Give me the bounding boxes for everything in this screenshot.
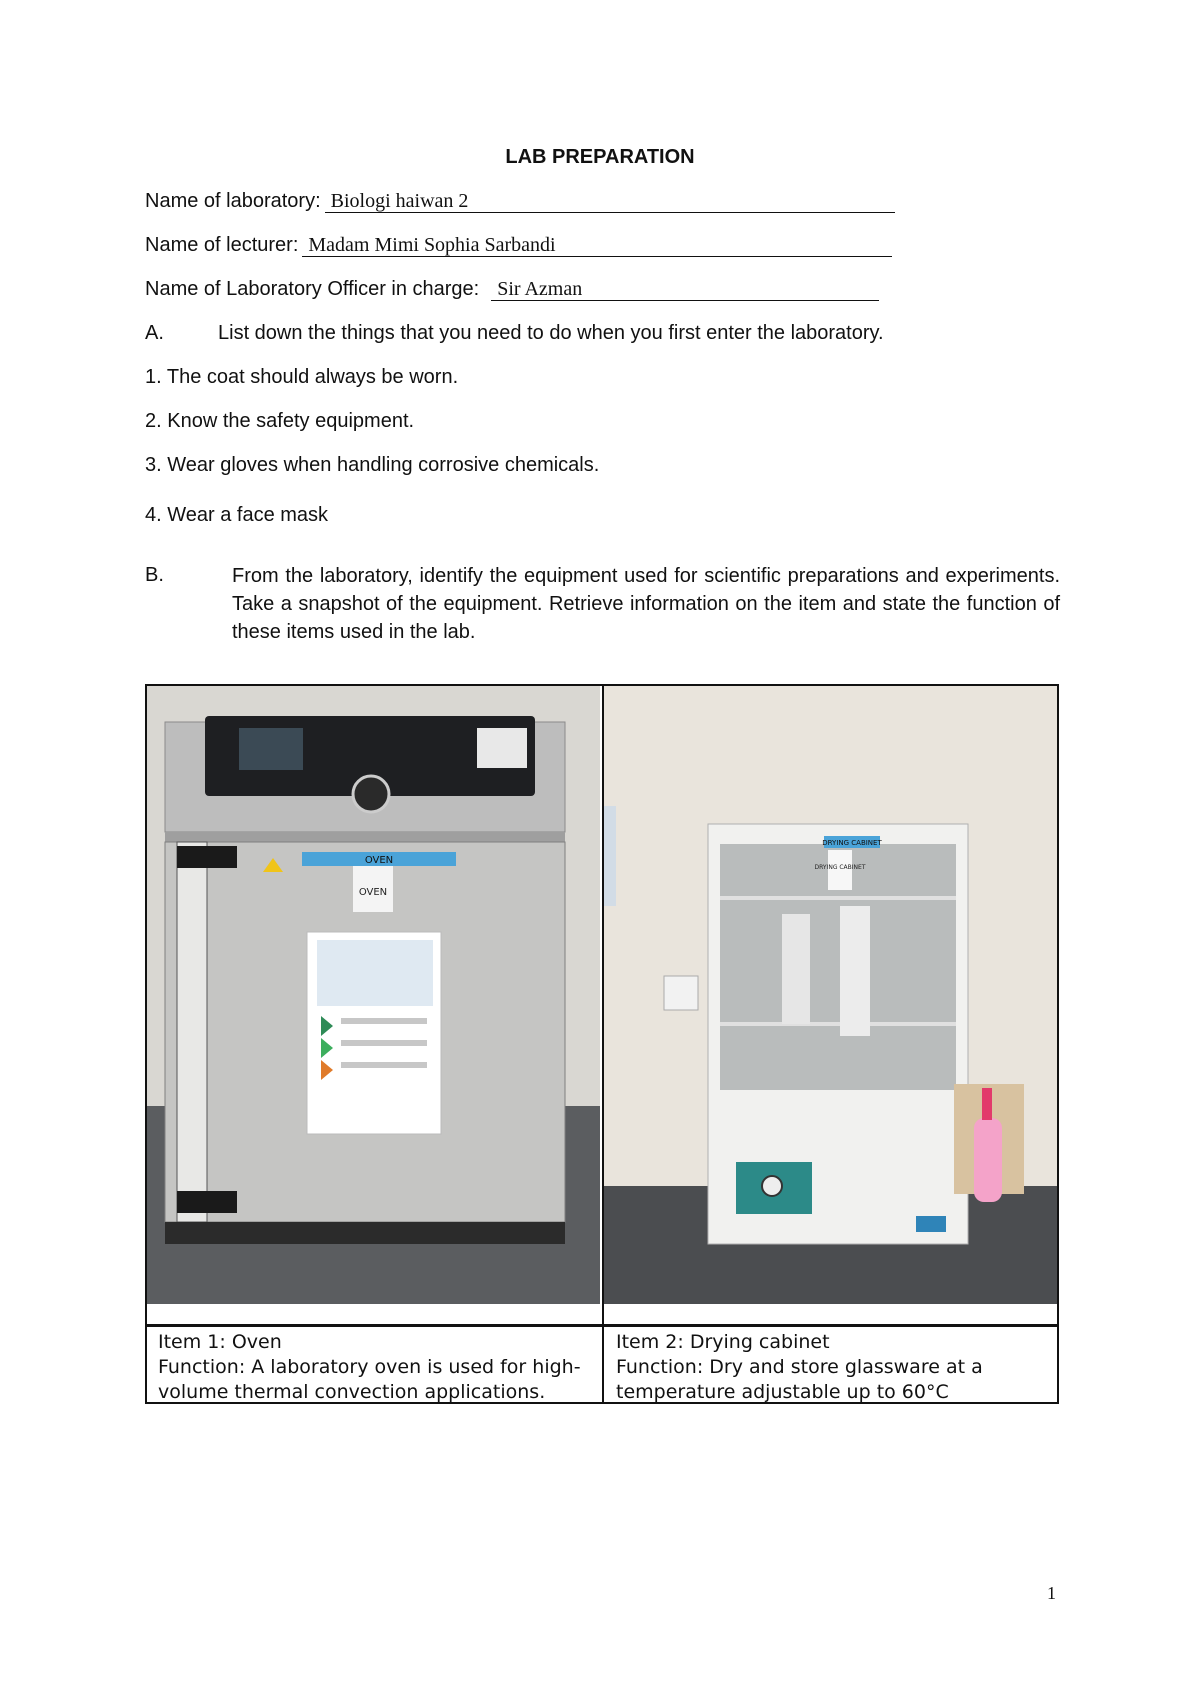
lab-name-field <box>145 190 895 213</box>
section-a-marker: A. <box>145 322 164 344</box>
oven-label-top: OVEN <box>364 855 394 866</box>
lecturer-name-field <box>145 234 892 257</box>
oven-label-tag: OVEN <box>358 887 388 898</box>
list-item: 3. Wear gloves when handling corrosive chemicals. <box>145 454 600 476</box>
item-1-function: Function: A laboratory oven is used for high- <box>158 1356 581 1378</box>
item-2-cell <box>616 1330 983 1405</box>
officer-name-label: Name of Laboratory Officer in charge: <box>145 278 480 300</box>
section-a-question <box>145 322 884 345</box>
section-b-marker: B. <box>145 564 164 586</box>
item-2-function-cont: temperature adjustable up to 60°C <box>616 1381 949 1403</box>
list-item: 2. Know the safety equipment. <box>145 410 415 432</box>
officer-name-field <box>145 278 879 301</box>
table-row-divider <box>145 1324 1059 1327</box>
page-title: LAB PREPARATION <box>505 146 695 168</box>
officer-name-value: Sir Azman <box>491 278 879 301</box>
item-1-cell <box>158 1330 581 1405</box>
item-2-function: Function: Dry and store glassware at a <box>616 1356 983 1378</box>
item-1-name: Item 1: Oven <box>158 1331 282 1353</box>
oven-illustration <box>147 686 600 1304</box>
lecturer-name-value: Madam Mimi Sophia Sarbandi <box>302 234 892 257</box>
cabinet-label-top: DRYING CABINET <box>822 839 882 847</box>
list-item: 1. The coat should always be worn. <box>145 366 459 388</box>
list-item: 4. Wear a face mask <box>145 504 329 526</box>
drying-cabinet-photo <box>604 686 1057 1304</box>
item-2-name: Item 2: Drying cabinet <box>616 1331 830 1353</box>
oven-photo <box>147 686 600 1304</box>
section-b-text: From the laboratory, identify the equipment used for scientific preparations and experiments. Take a snapshot of the equipment. Retrieve information on the item and state the function of these items used in the lab. <box>232 565 1060 643</box>
lecturer-name-label: Name of lecturer: <box>145 234 299 256</box>
cabinet-label-tag: DRYING CABINET <box>814 864 866 871</box>
section-a-text: List down the things that you need to do when you first enter the laboratory. <box>218 322 884 344</box>
lab-name-label: Name of laboratory: <box>145 190 321 212</box>
lab-name-value: Biologi haiwan 2 <box>325 190 895 213</box>
page-number: 1 <box>1047 1583 1056 1603</box>
item-1-function-cont: volume thermal convection applications. <box>158 1381 546 1403</box>
drying-cabinet-illustration <box>604 686 1057 1304</box>
